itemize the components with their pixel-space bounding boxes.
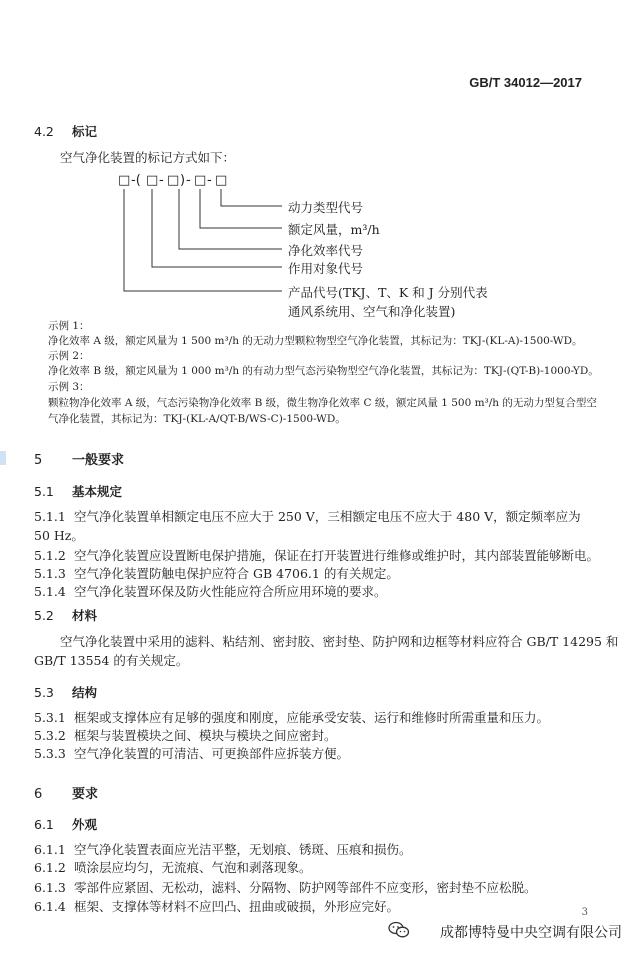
clause-6-1-4: 6.1.4 框架、支撑体等材料不应凹凸、扭曲或破损，外形应完好。 — [34, 899, 400, 914]
example-1-text: 净化效率 A 级，额定风量为 1 500 m³/h 的无动力型颗粒物型空气净化装置，其标记为：TKJ-(KL-A)-1500-WD。 — [48, 335, 583, 347]
section-4-2-heading: 4.2 标记 — [34, 124, 98, 139]
clause-5-3-3: 5.3.3 空气净化装置的可清洁、可更换部件应拆装方便。 — [34, 746, 350, 761]
code-box: □ — [194, 173, 207, 188]
section-6-1-heading: 6.1 外观 — [34, 817, 98, 832]
label-product-code: 产品代号(TKJ、T、K 和 J 分别代表 — [288, 285, 488, 300]
label-product-code-cont: 通风系统用、空气和净化装置) — [288, 304, 456, 319]
clause-5-1-1-cont: 50 Hz。 — [34, 528, 84, 543]
clause-5-3-1: 5.3.1 框架或支撑体应有足够的强度和刚度，应能承受安装、运行和维修时所需重量和压力。 — [34, 710, 550, 725]
code-sep: ) — [180, 173, 186, 188]
code-sep: -( — [131, 173, 141, 188]
example-3-text-cont: 气净化装置，其标记为：TKJ-(KL-A/QT-B/WS-C)-1500-WD。 — [48, 413, 346, 425]
code-sep: - — [207, 173, 212, 188]
section-6-heading: 6 要求 — [34, 787, 99, 802]
label-efficiency: 净化效率代号 — [288, 243, 364, 258]
standard-code: GB/T 34012—2017 — [469, 75, 582, 90]
wechat-icon — [388, 921, 410, 939]
clause-6-1-3: 6.1.3 零部件应紧固、无松动，滤料、分隔物、防护网等部件不应变形，密封垫不应松脱。 — [34, 880, 537, 895]
label-rated-airflow: 额定风量，m³/h — [288, 222, 380, 237]
label-power-type: 动力类型代号 — [288, 200, 364, 215]
code-pattern — [118, 173, 227, 188]
clause-5-1-2: 5.1.2 空气净化装置应设置断电保护措施，保证在打开装置进行维修或维护时，其内部装置能够断电。 — [34, 548, 600, 563]
clause-5-3-2: 5.3.2 框架与装置模块之间、模块与模块之间应密封。 — [34, 728, 337, 743]
example-3-text: 颗粒物净化效率 A 级，气态污染物净化效率 B 级，微生物净化效率 C 级，额定风量 1 500 m³/h 的无动力型复合型空 — [48, 397, 597, 409]
clause-5-1-1: 5.1.1 空气净化装置单相额定电压不应大于 250 V，三相额定电压不应大于 480 V，额定频率应为 — [34, 509, 581, 524]
clause-5-1-3: 5.1.3 空气净化装置防触电保护应符合 GB 4706.1 的有关规定。 — [34, 566, 399, 581]
code-box: □ — [215, 173, 228, 188]
page-number: 3 — [581, 907, 588, 918]
clause-6-1-2: 6.1.2 喷涂层应均匀，无流痕、气泡和剥落现象。 — [34, 860, 312, 875]
clause-5-2-text: 空气净化装置中采用的滤料、粘结剂、密封胶、密封垫、防护网和边框等材料应符合 GB/T 14295 和 — [60, 634, 619, 649]
section-5-3-heading: 5.3 结构 — [34, 685, 98, 700]
section-5-heading: 5 一般要求 — [34, 453, 125, 468]
section-5-2-heading: 5.2 材料 — [34, 608, 98, 623]
clause-6-1-1: 6.1.1 空气净化装置表面应光洁平整，无划痕、锈斑、压痕和损伤。 — [34, 842, 412, 857]
code-sep: - — [159, 173, 164, 188]
code-box: □ — [167, 173, 180, 188]
marking-intro: 空气净化装置的标记方式如下： — [60, 150, 236, 165]
clause-5-1-4: 5.1.4 空气净化装置环保及防火性能应符合所应用环境的要求。 — [34, 584, 387, 599]
example-1-title: 示例 1： — [48, 320, 90, 332]
leader-lines — [124, 189, 282, 291]
code-sep: - — [186, 173, 191, 188]
watermark-text: 成都博特曼中央空调有限公司 — [440, 925, 622, 941]
section-5-1-heading: 5.1 基本规定 — [34, 484, 123, 499]
code-box: □ — [146, 173, 159, 188]
code-box: □ — [118, 173, 131, 188]
example-2-title: 示例 2： — [48, 350, 90, 362]
example-2-text: 净化效率 B 级，额定风量为 1 000 m³/h 的有动力型气态污染物型空气净化装置，其标记为：TKJ-(QT-B)-1000-YD。 — [48, 365, 599, 377]
label-target: 作用对象代号 — [288, 261, 364, 276]
example-3-title: 示例 3： — [48, 381, 90, 393]
clause-5-2-text-cont: GB/T 13554 的有关规定。 — [34, 653, 189, 668]
